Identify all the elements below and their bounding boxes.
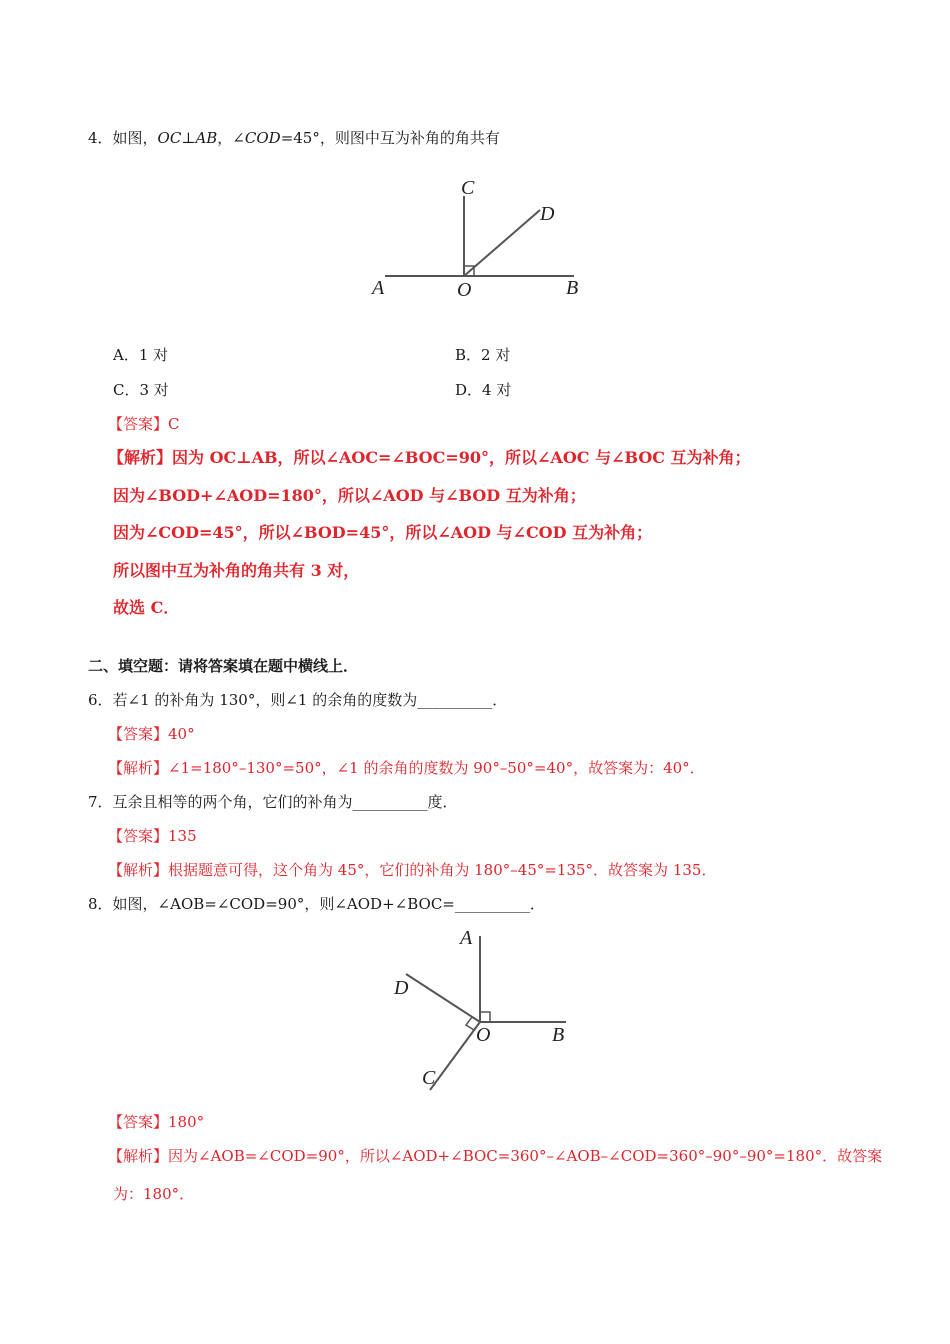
q4-label-b: B	[566, 277, 579, 299]
q8-analysis-line-2: 为：180°．	[113, 1185, 195, 1203]
q7-answer-value: 135	[168, 827, 197, 845]
q7-answer-tag: 【答案】	[108, 827, 169, 845]
q6-answer	[108, 724, 195, 744]
q8-line-od	[406, 974, 480, 1022]
q6-analysis-text: ∠1=180°–130°=50°，∠1 的余角的度数为 90°–50°=40°，故答案为：40°．	[168, 759, 705, 777]
q4-stem-mid: ，∠	[217, 129, 245, 147]
q4-option-c: C．3 对	[113, 381, 169, 399]
q4-option-b: B．2 对	[455, 346, 511, 364]
q8-line-oc	[430, 1022, 480, 1090]
q8-figure	[380, 922, 580, 1097]
q4-line-od	[464, 210, 540, 276]
q8-analysis-tag: 【解析】	[108, 1147, 169, 1165]
q7-analysis	[108, 860, 716, 880]
q6-answer-tag: 【答案】	[108, 725, 169, 743]
q4-option-d: D．4 对	[455, 381, 512, 399]
q4-stem-cod: COD	[244, 129, 281, 147]
q6-stem: 6．若∠1 的补角为 130°，则∠1 的余角的度数为__________．	[88, 691, 508, 709]
q8-label-a: A	[460, 927, 473, 949]
q7-analysis-tag: 【解析】	[108, 861, 169, 879]
q8-label-d: D	[394, 977, 409, 999]
q8-answer-tag: 【答案】	[108, 1113, 169, 1131]
q4-stem-perp: ⊥	[181, 129, 196, 147]
q6-analysis	[108, 758, 705, 778]
q4-label-o: O	[457, 279, 472, 301]
q8-stem: 8．如图，∠AOB=∠COD=90°，则∠AOD+∠BOC=__________．	[88, 895, 545, 913]
q4-analysis-tag: 【解析】	[108, 448, 173, 467]
q4-answer-value: C	[168, 415, 180, 433]
q4-answer	[108, 414, 180, 434]
q8-label-o: O	[476, 1024, 491, 1046]
q8-right-angle-mark-aob	[480, 1012, 490, 1022]
q4-analysis-line-3: 因为∠COD=45°，所以∠BOD=45°，所以∠AOD 与∠COD 互为补角；	[113, 523, 653, 542]
q7-stem: 7．互余且相等的两个角，它们的补角为__________度．	[88, 793, 458, 811]
q4-stem-ab: AB	[195, 129, 218, 147]
q8-label-c: C	[422, 1067, 436, 1089]
q4-answer-tag: 【答案】	[108, 415, 169, 433]
q7-analysis-text: 根据题意可得，这个角为 45°，它们的补角为 180°–45°=135°．故答案为 135．	[168, 861, 717, 879]
q8-analysis-text-1: 因为∠AOB=∠COD=90°，所以∠AOD+∠BOC=360°–∠AOB–∠COD=360°–90°–90°=180°．故答案	[168, 1147, 883, 1165]
q4-analysis-text-1: 因为 OC⊥AB，所以∠AOC=∠BOC=90°，所以∠AOC 与∠BOC 互为补角；	[172, 448, 751, 467]
q4-analysis-line-5: 故选 C．	[113, 598, 180, 617]
q8-answer-value: 180°	[168, 1113, 205, 1131]
q4-stem-oc: OC	[157, 129, 182, 147]
q4-stem-prefix: 4．如图，	[88, 129, 158, 147]
q6-answer-value: 40°	[168, 725, 195, 743]
q8-label-b: B	[552, 1024, 565, 1046]
q4-analysis-line-2: 因为∠BOD+∠AOD=180°，所以∠AOD 与∠BOD 互为补角；	[113, 486, 586, 505]
q4-option-a: A．1 对	[113, 346, 169, 364]
q6-analysis-tag: 【解析】	[108, 759, 169, 777]
q4-stem	[88, 128, 500, 148]
q4-label-d: D	[540, 203, 555, 225]
q4-analysis-line-1	[108, 448, 751, 468]
section2-heading: 二、填空题：请将答案填在题中横线上．	[88, 657, 359, 675]
q4-stem-suffix: =45°，则图中互为补角的角共有	[280, 129, 500, 147]
q8-analysis-line-1	[108, 1146, 882, 1166]
q4-figure	[360, 170, 600, 310]
q4-label-a: A	[372, 277, 385, 299]
q7-answer	[108, 826, 197, 846]
q8-answer	[108, 1112, 204, 1132]
q4-label-c: C	[461, 177, 475, 199]
q4-analysis-line-4: 所以图中互为补角的角共有 3 对，	[113, 561, 360, 580]
